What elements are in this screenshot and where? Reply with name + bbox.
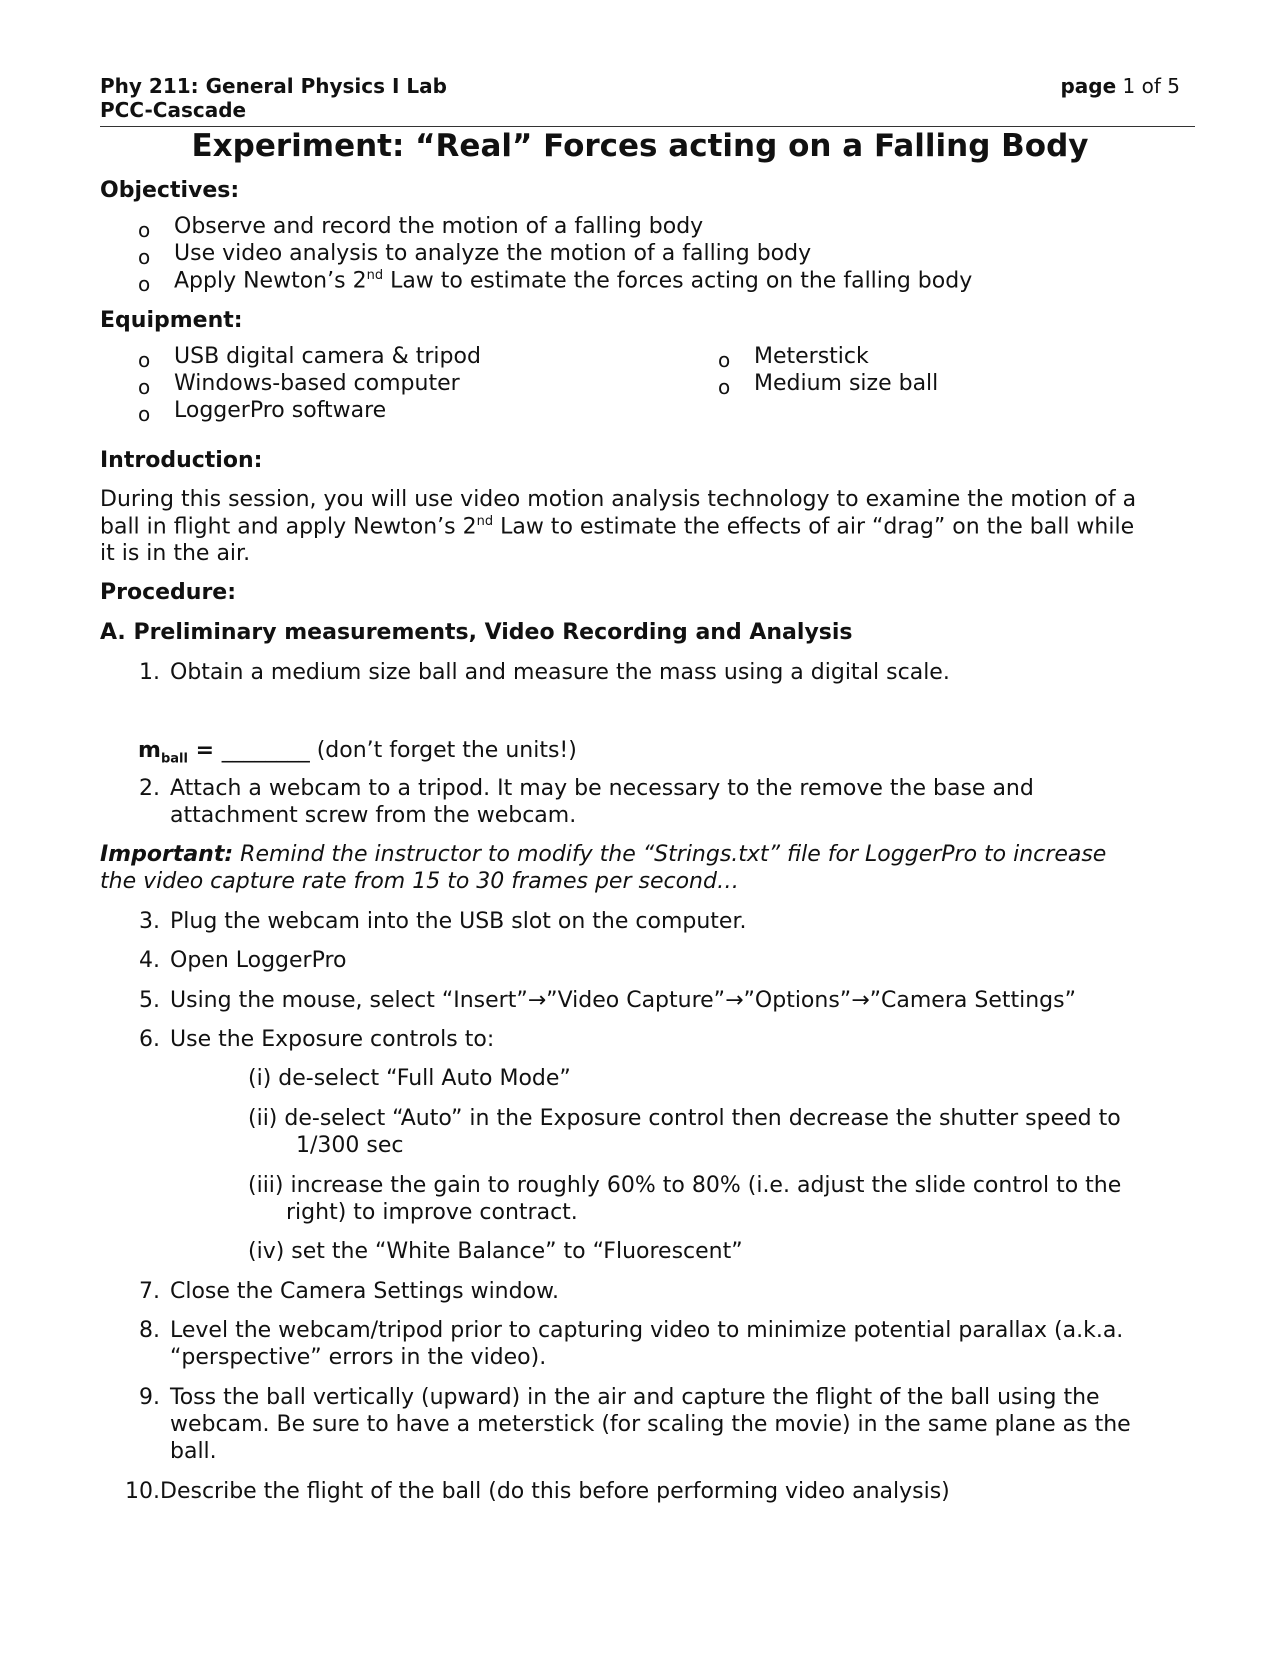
substep-ii: (ii) de-select “Auto” in the Exposure control then decrease the shutter speed to [248, 1106, 1121, 1131]
mass-equals: = [187, 738, 222, 763]
procedure-heading: Procedure: [100, 580, 237, 605]
step-6 [124, 1027, 494, 1052]
step-text-cont: “perspective” errors in the video). [170, 1345, 547, 1370]
mass-subscript: ball [160, 751, 188, 767]
substep-iii-cont: right) to improve contract. [286, 1200, 578, 1225]
step-1 [124, 660, 950, 685]
substep-ii-cont: 1/300 sec [296, 1133, 404, 1158]
step-text: Toss the ball vertically (upward) in the air and capture the flight of the ball using the [170, 1385, 1100, 1410]
equipment-item: Medium size ball [754, 371, 939, 396]
step-number: 3. [139, 909, 160, 934]
step-4 [124, 948, 347, 973]
bullet-icon: o [138, 272, 151, 296]
objectives-heading: Objectives: [100, 178, 240, 203]
superscript: nd [366, 268, 384, 283]
introduction-text: During this session, you will use video motion analysis technology to examine the motion of a [100, 487, 1137, 512]
mass-note: (don’t forget the units!) [309, 738, 577, 763]
introduction-text: it is in the air. [100, 541, 251, 566]
bullet-icon: o [138, 245, 151, 269]
important-text: the video capture rate from 15 to 30 frames per second… [100, 869, 739, 894]
step-8 [124, 1318, 1123, 1343]
bullet-icon: o [138, 218, 151, 242]
step-text: Level the webcam/tripod prior to capturing video to minimize potential parallax (a.k.a. [170, 1318, 1124, 1343]
step-text-cont: attachment screw from the webcam. [170, 803, 577, 828]
important-note [100, 842, 1106, 867]
important-label: Important: [100, 842, 234, 867]
step-number: 6. [139, 1027, 160, 1052]
step-text: Plug the webcam into the USB slot on the computer. [170, 909, 747, 934]
important-text: Remind the instructor to modify the “Strings.txt” file for LoggerPro to increase [233, 842, 1107, 867]
step-number: 8. [139, 1318, 160, 1343]
step-number: 4. [139, 948, 160, 973]
substep-i: (i) de-select “Full Auto Mode” [248, 1066, 571, 1091]
campus-name: PCC-Cascade [100, 98, 247, 122]
equipment-item: USB digital camera & tripod [174, 344, 481, 369]
step-text-cont: webcam. Be sure to have a meterstick (for scaling the movie) in the same plane as the [170, 1412, 1131, 1437]
page-label: page [1060, 74, 1117, 98]
substep-iii: (iii) increase the gain to roughly 60% to 80% (i.e. adjust the slide control to the [248, 1173, 1122, 1198]
step-text-cont: ball. [170, 1439, 217, 1464]
mass-entry [138, 738, 577, 766]
introduction-text [100, 514, 1134, 539]
step-2 [124, 776, 1034, 801]
objective-item: Use video analysis to analyze the motion of a falling body [174, 241, 812, 266]
course-title: Phy 211: General Physics I Lab [100, 74, 447, 98]
equipment-heading: Equipment: [100, 308, 243, 333]
step-5 [124, 988, 1076, 1013]
step-text: Describe the flight of the ball (do this before performing video analysis) [160, 1479, 950, 1504]
bullet-icon: o [138, 375, 151, 399]
step-7 [124, 1279, 559, 1304]
step-number: 5. [139, 988, 160, 1013]
intro-fragment: ball in flight and apply Newton’s 2 [100, 514, 477, 540]
bullet-icon: o [718, 375, 731, 399]
step-number: 2. [139, 776, 160, 801]
step-number: 7. [139, 1279, 160, 1304]
bullet-icon: o [718, 348, 731, 372]
step-3 [124, 909, 746, 934]
step-text: Open LoggerPro [170, 948, 347, 973]
equipment-item: Windows-based computer [174, 371, 460, 396]
objective-text: Apply Newton’s 2 [174, 268, 367, 294]
step-number: 9. [139, 1385, 160, 1410]
step-text: Use the Exposure controls to: [170, 1027, 495, 1052]
equipment-item: Meterstick [754, 344, 869, 369]
objective-text: Law to estimate the forces acting on the falling body [383, 268, 973, 294]
step-10 [124, 1479, 950, 1504]
step-9 [124, 1385, 1100, 1410]
step-number: 10. [125, 1479, 160, 1504]
page-indicator [1060, 74, 1180, 98]
objective-item [174, 268, 972, 293]
intro-fragment: Law to estimate the effects of air “drag” on the ball while [493, 514, 1135, 540]
introduction-heading: Introduction: [100, 448, 263, 473]
step-text: Close the Camera Settings window. [170, 1279, 560, 1304]
bullet-icon: o [138, 402, 151, 426]
page-number: 1 of 5 [1122, 74, 1180, 98]
equipment-item: LoggerPro software [174, 398, 387, 423]
mass-symbol: m [138, 738, 161, 763]
page-title: Experiment: “Real” Forces acting on a Falling Body [191, 128, 1089, 164]
step-text: Attach a webcam to a tripod. It may be necessary to the remove the base and [170, 776, 1034, 801]
step-text: Using the mouse, select “Insert”→”Video Capture”→”Options”→”Camera Settings” [170, 988, 1076, 1013]
step-text: Obtain a medium size ball and measure the mass using a digital scale. [170, 660, 950, 685]
step-number: 1. [139, 660, 160, 685]
substep-iv: (iv) set the “White Balance” to “Fluorescent” [248, 1239, 743, 1264]
header-divider [100, 126, 1195, 127]
section-a-heading: A. Preliminary measurements, Video Recording and Analysis [100, 620, 853, 645]
superscript: nd [476, 514, 494, 529]
mass-blank: ________ [221, 738, 310, 763]
bullet-icon: o [138, 348, 151, 372]
objective-item: Observe and record the motion of a falling body [174, 214, 704, 239]
